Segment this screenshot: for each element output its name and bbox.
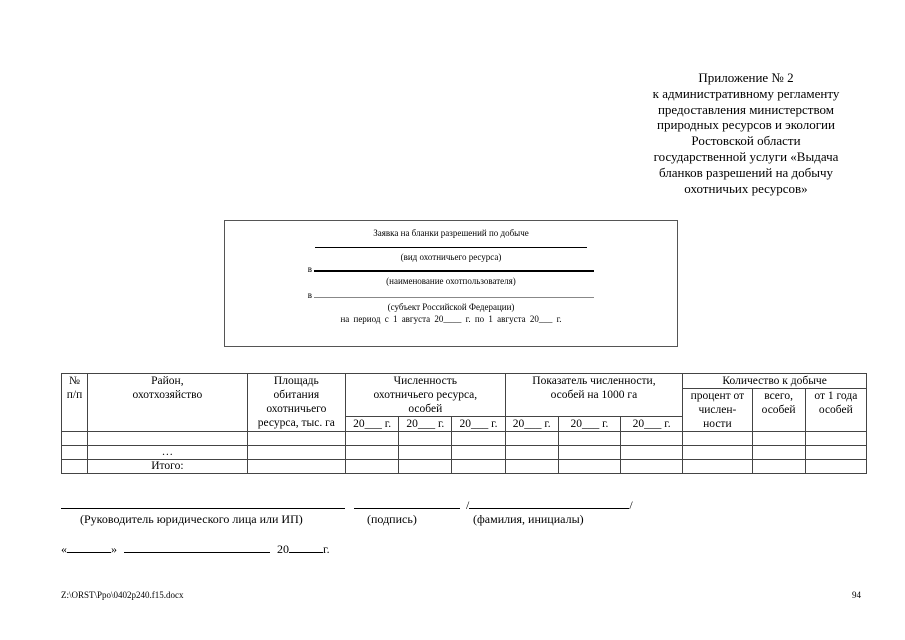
date-close-quote: »: [111, 542, 117, 556]
resource-blank-line[interactable]: [315, 246, 587, 248]
table-cell[interactable]: [346, 446, 399, 460]
in-prefix: в: [307, 264, 312, 274]
table-cell[interactable]: [805, 446, 866, 460]
header-population-year-1: 20___ г.: [346, 417, 399, 432]
subject-caption: (субъект Российской Федерации): [387, 302, 515, 312]
head-caption: (Руководитель юридического лица или ИП): [80, 512, 303, 526]
table-cell[interactable]: [752, 446, 805, 460]
period-line: на период с 1 августа 20____ г. по 1 августа 20___ г.: [340, 314, 562, 324]
table-row: [62, 432, 867, 446]
table-row: [62, 446, 867, 460]
table-cell[interactable]: [346, 460, 399, 474]
table-cell[interactable]: [558, 432, 620, 446]
table-cell[interactable]: [399, 460, 452, 474]
in-prefix-2: в: [307, 290, 312, 300]
appendix-line: предоставления министерством: [657, 101, 835, 117]
table-cell[interactable]: [62, 446, 88, 460]
slash-2: /: [629, 498, 633, 512]
header-density-year-2: 20___ г.: [558, 417, 620, 432]
table-cell[interactable]: [805, 432, 866, 446]
name-blank-line[interactable]: [469, 497, 629, 509]
table-cell[interactable]: [683, 446, 752, 460]
ellipsis-cell: …: [88, 446, 248, 460]
table-cell[interactable]: [752, 432, 805, 446]
table-cell[interactable]: [505, 460, 558, 474]
year-suffix: г.: [323, 542, 330, 556]
resource-line-row: [225, 239, 677, 251]
header-quota-percent: процент от числен-ности: [683, 389, 752, 432]
header-density-year-1: 20___ г.: [505, 417, 558, 432]
header-quota: Количество к добыче: [683, 374, 867, 389]
resource-caption: (вид охотничьего ресурса): [400, 252, 502, 262]
user-line-row: [225, 263, 677, 275]
table-cell[interactable]: [452, 446, 505, 460]
table-cell[interactable]: [621, 446, 683, 460]
appendix-line: Ростовской области: [691, 133, 801, 149]
appendix-line: природных ресурсов и экологии: [657, 117, 835, 133]
table-cell[interactable]: [247, 432, 345, 446]
table-cell[interactable]: [62, 432, 88, 446]
header-density: Показатель численности, особей на 1000 га: [505, 374, 683, 417]
footer-page-number: 94: [852, 590, 861, 600]
date-line: [61, 541, 330, 557]
application-form-box: [224, 220, 678, 347]
user-blank-line[interactable]: [314, 269, 594, 272]
table-cell[interactable]: [752, 460, 805, 474]
table-cell[interactable]: [399, 432, 452, 446]
header-density-year-3: 20___ г.: [621, 417, 683, 432]
table-cell[interactable]: [805, 460, 866, 474]
header-area: Площадь обитания охотничьего ресурса, тыс. га: [247, 374, 345, 432]
header-quota-total: всего, особей: [752, 389, 805, 432]
header-population-year-3: 20___ г.: [452, 417, 505, 432]
month-blank-line[interactable]: [124, 541, 270, 553]
appendix-header: [620, 70, 872, 196]
table-cell[interactable]: [621, 460, 683, 474]
head-blank-line[interactable]: [61, 497, 345, 509]
date-open-quote: «: [61, 542, 67, 556]
table-cell[interactable]: [558, 446, 620, 460]
day-blank-line[interactable]: [67, 541, 111, 553]
header-num: № п/п: [62, 374, 88, 432]
table-cell[interactable]: [452, 432, 505, 446]
application-title: Заявка на бланки разрешений по добыче: [373, 228, 529, 238]
slash-1: /: [466, 498, 470, 512]
appendix-line: Приложение № 2: [698, 70, 794, 85]
quota-table: [61, 373, 867, 474]
name-caption: (фамилия, инициалы): [473, 512, 584, 526]
table-cell[interactable]: [558, 460, 620, 474]
total-label: Итого:: [88, 460, 248, 474]
appendix-line: бланков разрешений на добычу: [658, 164, 834, 180]
table-cell[interactable]: [683, 460, 752, 474]
appendix-line: охотничьих ресурсов»: [684, 180, 808, 196]
sign-blank-line[interactable]: [354, 497, 460, 509]
subject-blank-line[interactable]: [314, 296, 594, 298]
header-district: Район, охотхозяйство: [88, 374, 248, 432]
user-caption: (наименование охотпользователя): [386, 276, 516, 286]
table-cell[interactable]: [452, 460, 505, 474]
year-prefix: 20: [277, 542, 289, 556]
table-cell: [62, 460, 88, 474]
table-cell[interactable]: [399, 446, 452, 460]
year-blank-line[interactable]: [289, 541, 323, 553]
table-cell[interactable]: [683, 432, 752, 446]
sign-caption: (подпись): [367, 512, 417, 526]
table-cell[interactable]: [247, 446, 345, 460]
appendix-line: к административному регламенту: [652, 85, 840, 101]
table-cell[interactable]: [247, 460, 345, 474]
signature-line-row: [61, 497, 633, 513]
total-row: [62, 460, 867, 474]
header-quota-yearling: от 1 года особей: [805, 389, 866, 432]
footer-file-path: Z:\ORST\Ppo\0402p240.f15.docx: [61, 590, 184, 600]
table-cell[interactable]: [346, 432, 399, 446]
subject-line-row: [225, 289, 677, 301]
header-population: Численность охотничьего ресурса, особей: [346, 374, 506, 417]
table-cell[interactable]: [505, 432, 558, 446]
header-population-year-2: 20___ г.: [399, 417, 452, 432]
table-cell[interactable]: [621, 432, 683, 446]
appendix-line: государственной услуги «Выдача: [653, 148, 839, 164]
table-cell[interactable]: [505, 446, 558, 460]
table-cell[interactable]: [88, 432, 248, 446]
